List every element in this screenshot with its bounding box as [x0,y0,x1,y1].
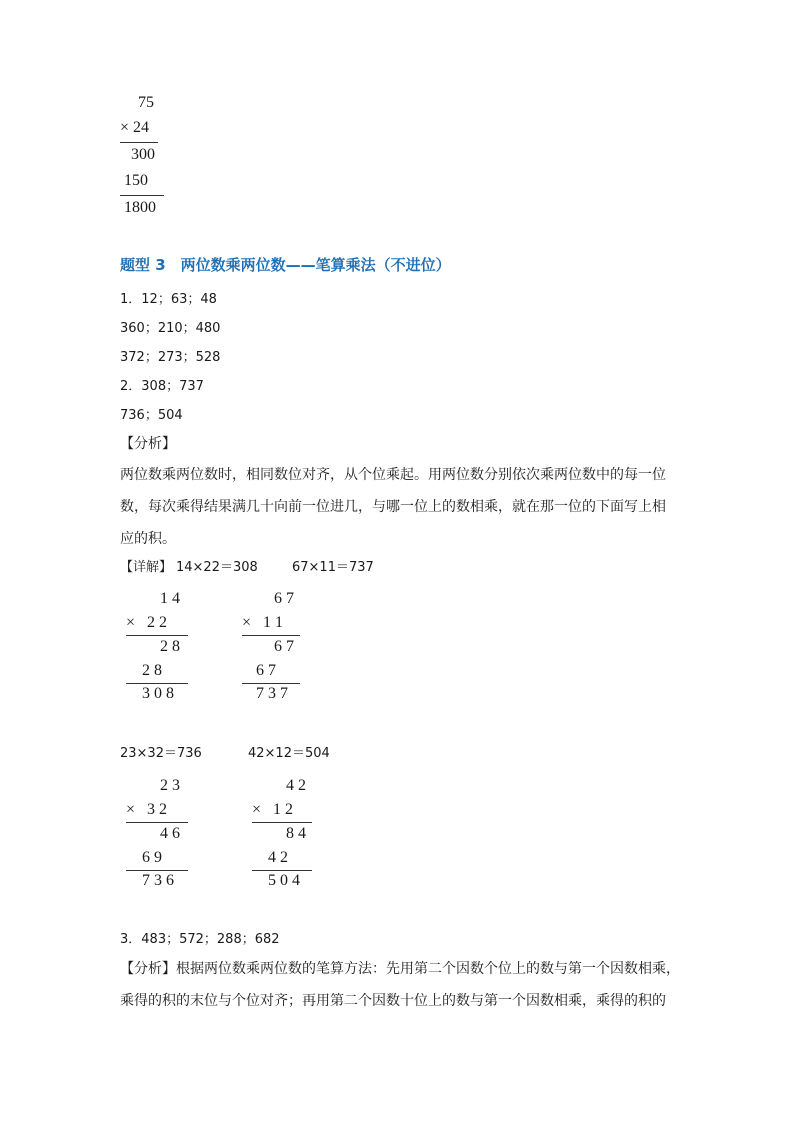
calc-row: 6 7 [274,638,294,655]
vertical-calc-23x32 [124,777,204,892]
calc-row: × 1 1 [242,614,284,631]
top-vertical-calc [118,92,178,222]
analysis-text: 应的积。 [120,531,176,547]
analysis-label: 【分析】 [120,436,176,452]
vertical-calc-14x22 [124,590,204,705]
calc-rule [126,683,188,684]
answer-line: 3．483；572；288；682 [120,932,280,947]
calc-row: 1 4 [160,590,180,607]
calc-rule [120,142,158,143]
calc-row: 6 7 [256,662,276,679]
multiplicand: 75 [138,94,154,111]
detail-equation: 42×12＝504 [248,746,330,761]
detail-equation: 67×11＝737 [292,560,374,575]
calc-row: 5 0 4 [268,872,300,889]
final-product: 1800 [124,199,156,216]
calc-rule [242,683,300,684]
calc-row: 2 8 [160,638,180,655]
calc-row: 3 0 8 [142,685,174,702]
calc-row: 6 9 [142,849,162,866]
analysis-text: 两位数乘两位数时，相同数位对齐，从个位乘起。用两位数分别依次乘两位数中的每一位 [120,467,666,483]
calc-row: × 3 2 [126,801,168,818]
answer-line: 2．308；737 [120,379,204,394]
calc-row: 2 3 [160,777,180,794]
calc-rule [120,195,164,196]
partial-product-1: 300 [131,146,155,163]
calc-row: 4 6 [160,825,180,842]
analysis-text: 数，每次乘得结果满几十向前一位进几，与哪一位上的数相乘，就在那一位的下面写上相 [120,499,666,515]
analysis-text: 乘得的积的末位与个位对齐；再用第二个因数十位上的数与第一个因数相乘，乘得的积的 [120,993,666,1009]
analysis-text: 根据两位数乘两位数的笔算方法：先用第二个因数个位上的数与第一个因数相乘， [176,961,680,977]
detail-label: 【详解】 [120,560,173,575]
calc-row: 7 3 6 [142,872,174,889]
detail-equation: 23×32＝736 [120,746,202,761]
calc-row: 8 4 [286,825,306,842]
detail-equation: 14×22＝308 [176,560,258,575]
partial-product-2: 150 [124,172,148,189]
answer-line: 360；210；480 [120,321,221,336]
answer-line: 1．12；63；48 [120,292,217,307]
calc-rule [126,822,188,823]
analysis-label: 【分析】 [120,961,176,977]
vertical-calc-67x11 [240,590,320,705]
calc-rule [242,635,300,636]
calc-row: × 1 2 [252,801,294,818]
calc-row: 7 3 7 [256,685,288,702]
multiplier-row: × 24 [120,119,150,136]
vertical-calc-42x12 [250,777,330,892]
calc-rule [126,870,188,871]
calc-rule [126,635,188,636]
answer-line: 736；504 [120,408,183,423]
answer-line: 372；273；528 [120,350,221,365]
calc-row: 2 8 [142,662,162,679]
calc-row: × 2 2 [126,614,168,631]
calc-row: 4 2 [286,777,306,794]
calc-row: 6 7 [274,590,294,607]
calc-rule [252,870,312,871]
calc-rule [252,822,312,823]
section-heading: 题型 3 两位数乘两位数——笔算乘法（不进位） [120,256,451,274]
calc-row: 4 2 [268,849,288,866]
